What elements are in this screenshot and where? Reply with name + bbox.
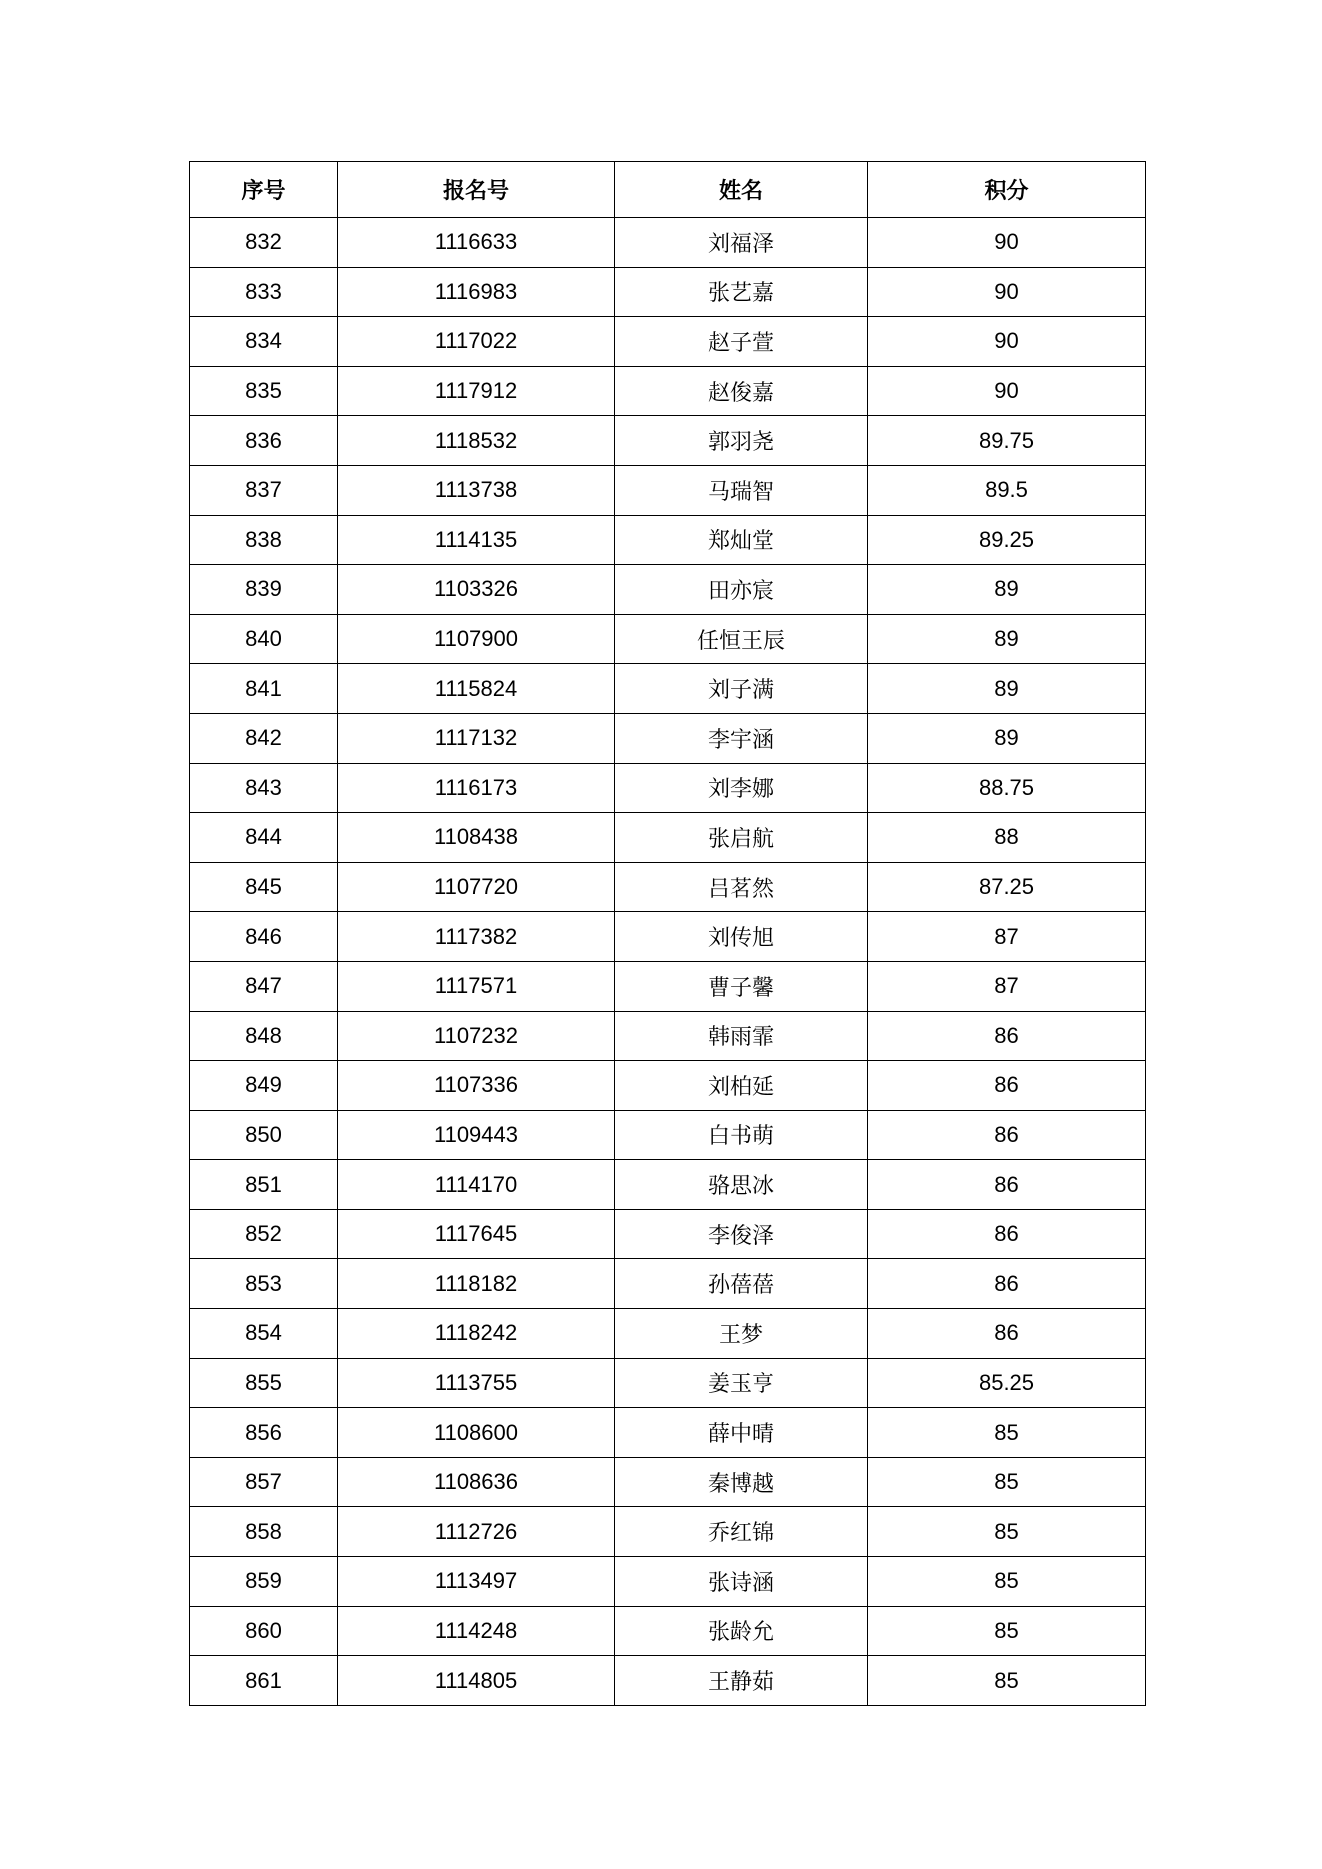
cell-registration-number: 1117645 xyxy=(338,1209,615,1259)
score-table xyxy=(189,161,1146,1706)
cell-registration-number: 1113755 xyxy=(338,1358,615,1408)
cell-score: 88.75 xyxy=(868,763,1146,813)
table-row xyxy=(190,1209,1146,1259)
cell-score: 89 xyxy=(868,614,1146,664)
cell-score: 86 xyxy=(868,1209,1146,1259)
table-row xyxy=(190,267,1146,317)
header-registration-number: 报名号 xyxy=(338,162,615,218)
cell-seq: 836 xyxy=(190,416,338,466)
cell-name: 刘李娜 xyxy=(615,763,868,813)
cell-seq: 837 xyxy=(190,465,338,515)
table-row xyxy=(190,1457,1146,1507)
cell-registration-number: 1114248 xyxy=(338,1606,615,1656)
cell-registration-number: 1103326 xyxy=(338,565,615,615)
cell-seq: 856 xyxy=(190,1408,338,1458)
cell-registration-number: 1115824 xyxy=(338,664,615,714)
table-row xyxy=(190,1011,1146,1061)
cell-name: 任恒王辰 xyxy=(615,614,868,664)
cell-score: 89 xyxy=(868,713,1146,763)
cell-registration-number: 1117022 xyxy=(338,317,615,367)
cell-registration-number: 1109443 xyxy=(338,1110,615,1160)
cell-seq: 850 xyxy=(190,1110,338,1160)
cell-registration-number: 1116173 xyxy=(338,763,615,813)
table-row xyxy=(190,317,1146,367)
cell-name: 刘传旭 xyxy=(615,912,868,962)
cell-score: 89 xyxy=(868,664,1146,714)
cell-seq: 858 xyxy=(190,1507,338,1557)
cell-registration-number: 1107720 xyxy=(338,862,615,912)
cell-seq: 846 xyxy=(190,912,338,962)
cell-name: 吕茗然 xyxy=(615,862,868,912)
cell-name: 韩雨霏 xyxy=(615,1011,868,1061)
cell-name: 张诗涵 xyxy=(615,1557,868,1607)
cell-registration-number: 1108438 xyxy=(338,813,615,863)
cell-score: 85 xyxy=(868,1656,1146,1706)
table-row xyxy=(190,416,1146,466)
cell-seq: 855 xyxy=(190,1358,338,1408)
cell-score: 86 xyxy=(868,1160,1146,1210)
cell-name: 郑灿堂 xyxy=(615,515,868,565)
table-row xyxy=(190,1507,1146,1557)
cell-seq: 841 xyxy=(190,664,338,714)
cell-name: 王梦 xyxy=(615,1309,868,1359)
cell-score: 90 xyxy=(868,366,1146,416)
cell-registration-number: 1117912 xyxy=(338,366,615,416)
cell-seq: 843 xyxy=(190,763,338,813)
cell-name: 刘柏延 xyxy=(615,1061,868,1111)
cell-name: 骆思冰 xyxy=(615,1160,868,1210)
cell-seq: 832 xyxy=(190,218,338,268)
table-row xyxy=(190,1358,1146,1408)
cell-seq: 861 xyxy=(190,1656,338,1706)
table-row xyxy=(190,1110,1146,1160)
cell-name: 李宇涵 xyxy=(615,713,868,763)
cell-registration-number: 1113738 xyxy=(338,465,615,515)
header-name: 姓名 xyxy=(615,162,868,218)
cell-name: 薛中晴 xyxy=(615,1408,868,1458)
cell-registration-number: 1118242 xyxy=(338,1309,615,1359)
cell-score: 85 xyxy=(868,1507,1146,1557)
table-row xyxy=(190,1557,1146,1607)
cell-seq: 848 xyxy=(190,1011,338,1061)
cell-registration-number: 1117382 xyxy=(338,912,615,962)
cell-seq: 845 xyxy=(190,862,338,912)
cell-registration-number: 1107900 xyxy=(338,614,615,664)
cell-score: 89 xyxy=(868,565,1146,615)
cell-seq: 851 xyxy=(190,1160,338,1210)
cell-registration-number: 1114135 xyxy=(338,515,615,565)
cell-name: 刘子满 xyxy=(615,664,868,714)
cell-score: 86 xyxy=(868,1259,1146,1309)
cell-name: 曹子馨 xyxy=(615,961,868,1011)
cell-seq: 833 xyxy=(190,267,338,317)
cell-score: 85 xyxy=(868,1606,1146,1656)
cell-score: 87 xyxy=(868,912,1146,962)
cell-registration-number: 1108600 xyxy=(338,1408,615,1458)
table-row xyxy=(190,1259,1146,1309)
cell-name: 赵子萱 xyxy=(615,317,868,367)
cell-registration-number: 1114170 xyxy=(338,1160,615,1210)
table-header xyxy=(190,162,1146,218)
cell-registration-number: 1112726 xyxy=(338,1507,615,1557)
table-row xyxy=(190,763,1146,813)
cell-seq: 857 xyxy=(190,1457,338,1507)
cell-score: 87.25 xyxy=(868,862,1146,912)
table-row xyxy=(190,515,1146,565)
cell-registration-number: 1114805 xyxy=(338,1656,615,1706)
cell-score: 89.25 xyxy=(868,515,1146,565)
cell-registration-number: 1118532 xyxy=(338,416,615,466)
cell-seq: 844 xyxy=(190,813,338,863)
cell-registration-number: 1113497 xyxy=(338,1557,615,1607)
table-row xyxy=(190,1160,1146,1210)
cell-score: 90 xyxy=(868,317,1146,367)
table-row xyxy=(190,1408,1146,1458)
cell-score: 86 xyxy=(868,1309,1146,1359)
cell-seq: 847 xyxy=(190,961,338,1011)
table-row xyxy=(190,366,1146,416)
table-row xyxy=(190,713,1146,763)
cell-seq: 854 xyxy=(190,1309,338,1359)
header-row xyxy=(190,162,1146,218)
cell-score: 85 xyxy=(868,1557,1146,1607)
cell-registration-number: 1117132 xyxy=(338,713,615,763)
cell-score: 86 xyxy=(868,1061,1146,1111)
cell-score: 88 xyxy=(868,813,1146,863)
cell-name: 孙蓓蓓 xyxy=(615,1259,868,1309)
cell-seq: 840 xyxy=(190,614,338,664)
cell-score: 90 xyxy=(868,218,1146,268)
cell-score: 89.5 xyxy=(868,465,1146,515)
cell-seq: 838 xyxy=(190,515,338,565)
cell-seq: 849 xyxy=(190,1061,338,1111)
table-row xyxy=(190,961,1146,1011)
cell-score: 85 xyxy=(868,1457,1146,1507)
cell-registration-number: 1118182 xyxy=(338,1259,615,1309)
table-row xyxy=(190,813,1146,863)
cell-score: 87 xyxy=(868,961,1146,1011)
cell-seq: 834 xyxy=(190,317,338,367)
cell-seq: 842 xyxy=(190,713,338,763)
table-row xyxy=(190,1309,1146,1359)
header-score: 积分 xyxy=(868,162,1146,218)
cell-registration-number: 1108636 xyxy=(338,1457,615,1507)
cell-name: 李俊泽 xyxy=(615,1209,868,1259)
cell-name: 姜玉亨 xyxy=(615,1358,868,1408)
table-row xyxy=(190,1606,1146,1656)
cell-seq: 839 xyxy=(190,565,338,615)
cell-name: 郭羽尧 xyxy=(615,416,868,466)
cell-registration-number: 1117571 xyxy=(338,961,615,1011)
cell-score: 85.25 xyxy=(868,1358,1146,1408)
header-seq: 序号 xyxy=(190,162,338,218)
cell-name: 张艺嘉 xyxy=(615,267,868,317)
cell-registration-number: 1116983 xyxy=(338,267,615,317)
cell-score: 86 xyxy=(868,1110,1146,1160)
cell-score: 90 xyxy=(868,267,1146,317)
cell-name: 乔红锦 xyxy=(615,1507,868,1557)
cell-name: 张龄允 xyxy=(615,1606,868,1656)
cell-score: 89.75 xyxy=(868,416,1146,466)
cell-seq: 852 xyxy=(190,1209,338,1259)
table-row xyxy=(190,862,1146,912)
cell-name: 王静茹 xyxy=(615,1656,868,1706)
table-row xyxy=(190,565,1146,615)
table-row xyxy=(190,1656,1146,1706)
cell-seq: 835 xyxy=(190,366,338,416)
cell-registration-number: 1107232 xyxy=(338,1011,615,1061)
cell-registration-number: 1116633 xyxy=(338,218,615,268)
cell-name: 张启航 xyxy=(615,813,868,863)
table-row xyxy=(190,912,1146,962)
cell-seq: 853 xyxy=(190,1259,338,1309)
cell-name: 赵俊嘉 xyxy=(615,366,868,416)
cell-name: 秦博越 xyxy=(615,1457,868,1507)
cell-seq: 859 xyxy=(190,1557,338,1607)
table-row xyxy=(190,1061,1146,1111)
table-row xyxy=(190,664,1146,714)
table-row xyxy=(190,614,1146,664)
cell-name: 田亦宸 xyxy=(615,565,868,615)
cell-score: 85 xyxy=(868,1408,1146,1458)
cell-seq: 860 xyxy=(190,1606,338,1656)
table-body xyxy=(190,218,1146,1706)
table-row xyxy=(190,218,1146,268)
cell-name: 刘福泽 xyxy=(615,218,868,268)
table-row xyxy=(190,465,1146,515)
cell-name: 白书萌 xyxy=(615,1110,868,1160)
cell-score: 86 xyxy=(868,1011,1146,1061)
cell-registration-number: 1107336 xyxy=(338,1061,615,1111)
cell-name: 马瑞智 xyxy=(615,465,868,515)
